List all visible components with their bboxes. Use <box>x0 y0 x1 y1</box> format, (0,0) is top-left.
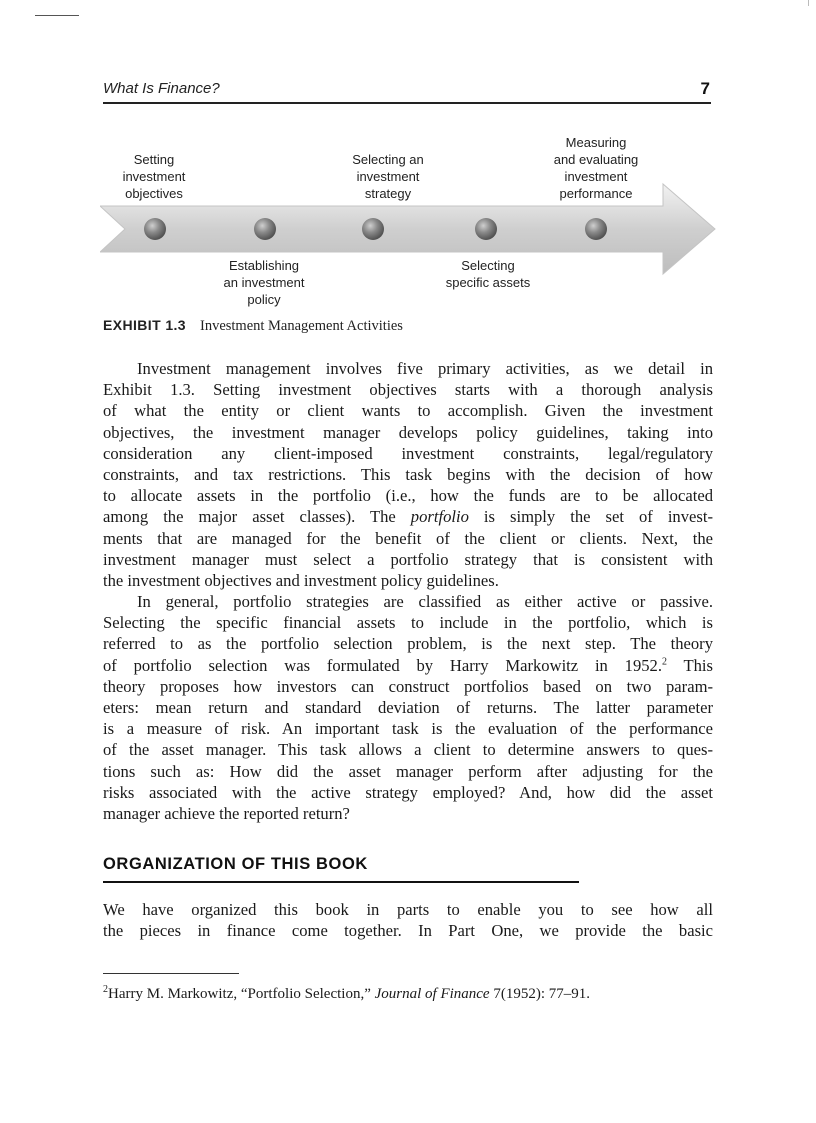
running-title: What Is Finance? <box>103 80 220 97</box>
text-line: eters: mean return and standard deviation of returns. The latter parameter <box>103 698 713 718</box>
text-line: ments that are managed for the benefit of the client or clients. Next, the <box>103 528 713 548</box>
text-segment: of portfolio selection was formulated by Harry Markowitz in 1952. <box>103 655 662 675</box>
exhibit-caption <box>103 317 403 335</box>
running-head <box>103 80 711 104</box>
crop-mark-right <box>808 0 809 6</box>
step-dot-2 <box>254 218 276 240</box>
text-segment: among the major asset classes). The <box>103 507 411 527</box>
text-line: Investment management involves five primary activities, as we detail in <box>137 359 713 378</box>
footnote-rule <box>103 973 239 974</box>
text-line <box>103 655 713 676</box>
text-segment: This <box>667 655 713 675</box>
label-measuring-performance: Measuring and evaluating investment performance <box>553 135 639 201</box>
crop-mark-left <box>35 15 79 16</box>
text-line: risks associated with the active strategy employed? And, how did the asset <box>103 782 713 802</box>
footnote-ref[interactable]: 2 <box>662 656 667 668</box>
text-line <box>103 506 713 527</box>
footnote-journal: Journal of Finance <box>374 986 490 1002</box>
text-line: consideration any client-imposed investment constraints, legal/regulatory <box>103 443 713 463</box>
term-portfolio: portfolio <box>410 507 469 527</box>
step-dot-1 <box>144 218 166 240</box>
footnote <box>103 986 590 1003</box>
caption-text: Investment Management Activities <box>199 318 403 334</box>
label-selecting-assets: Selecting specific assets <box>445 258 531 290</box>
text-line: constraints, and tax restrictions. This task begins with the decision of how <box>103 465 713 485</box>
text-line: the investment objectives and investment policy guidelines. <box>103 571 499 591</box>
text-line: is a measure of risk. An important task is the evaluation of the performance <box>103 719 713 739</box>
exhibit-figure <box>100 128 716 313</box>
paragraph-3 <box>103 899 713 941</box>
label-selecting-strategy: Selecting an investment strategy <box>352 152 424 201</box>
footnote-text: 7(1952): 77–91. <box>489 986 591 1002</box>
footnote-text: Harry M. Markowitz, “Portfolio Selection,” <box>108 986 375 1002</box>
paragraph-1 <box>103 358 713 591</box>
text-line: objectives, the investment manager develops policy guidelines, taking into <box>103 422 713 442</box>
text-line: manager achieve the reported return? <box>103 804 350 824</box>
text-line: theory proposes how investors can construct portfolios based on two param- <box>103 676 713 696</box>
step-dot-3 <box>362 218 384 240</box>
caption-label: EXHIBIT 1.3 <box>103 317 186 333</box>
text-line: the pieces in finance come together. In Part One, we provide the basic <box>103 921 713 941</box>
text-line: of the asset manager. This task allows a client to determine answers to ques- <box>103 740 713 760</box>
text-line: In general, portfolio strategies are classified as either active or passive. <box>137 592 713 611</box>
text-line: We have organized this book in parts to enable you to see how all <box>103 900 713 919</box>
label-setting-objectives: Setting investment objectives <box>122 152 186 201</box>
text-line: tions such as: How did the asset manager perform after adjusting for the <box>103 761 713 781</box>
text-line: to allocate assets in the portfolio (i.e., how the funds are to be allocated <box>103 486 713 506</box>
step-dot-4 <box>475 218 497 240</box>
footnote-marker: 2 <box>103 984 108 995</box>
label-establishing-policy: Establishing an investment policy <box>223 258 305 307</box>
text-line: Selecting the specific financial assets to include in the portfolio, which is <box>103 613 713 633</box>
paragraph-2 <box>103 591 713 824</box>
text-line: referred to as the portfolio selection problem, is the next step. The theory <box>103 634 713 654</box>
text-segment: is simply the set of invest- <box>468 507 713 527</box>
step-dot-5 <box>585 218 607 240</box>
page-number: 7 <box>700 79 710 98</box>
section-heading: ORGANIZATION OF THIS BOOK <box>103 855 579 883</box>
text-line: of what the entity or client wants to accomplish. Given the investment <box>103 401 713 421</box>
text-line: investment manager must select a portfolio strategy that is consistent with <box>103 549 713 569</box>
text-line: Exhibit 1.3. Setting investment objectives starts with a thorough analysis <box>103 380 713 400</box>
